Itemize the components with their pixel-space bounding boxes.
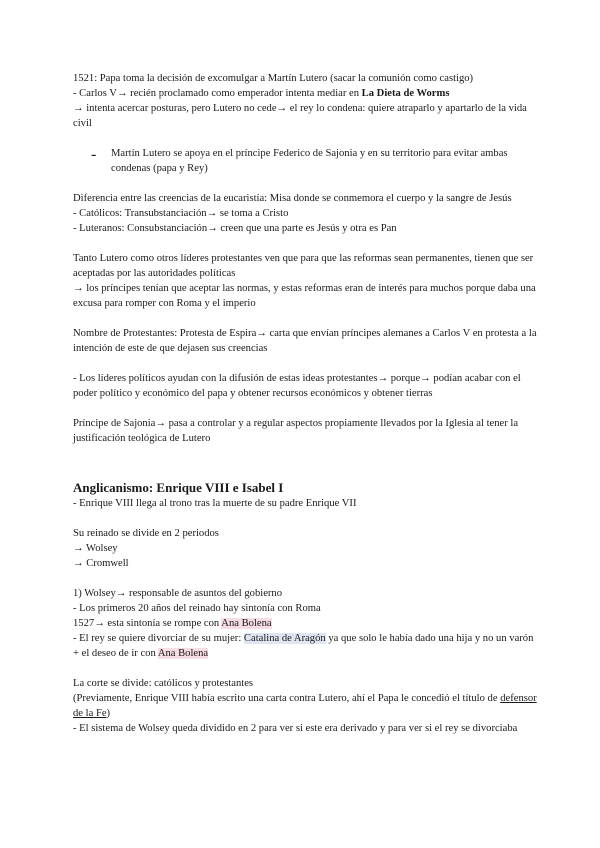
spacer — [73, 236, 540, 251]
spacer — [73, 661, 540, 676]
spacer — [73, 176, 540, 191]
paragraph-cromwell-period: → Cromwell — [73, 558, 129, 569]
spacer — [73, 401, 540, 416]
paragraph-principes: → los príncipes tenían que aceptar las normas, y estas reformas eran de interés para muchos porque daba una excusa para romper con Roma y el imperio — [73, 283, 536, 309]
spacer — [73, 356, 540, 371]
heading-anglicanismo: Anglicanismo: Enrique VIII e Isabel I — [73, 480, 284, 495]
paragraph-catolicos: - Católicos: Transubstanciación→ se toma a Cristo — [73, 208, 289, 219]
spacer — [73, 511, 540, 526]
paragraph-carta-lutero — [73, 691, 540, 721]
paragraph-excommunication: 1521: Papa toma la decisión de excomulgar a Martín Lutero (sacar la comunión como castigo) — [73, 73, 474, 84]
paragraph-lutero-condena: → intenta acercar posturas, pero Lutero no cede→ el rey lo condena: quiere atraparlo y apartarlo de la vida civil — [73, 103, 527, 129]
text-run: 1527→ esta sintonía se rompe con — [73, 618, 222, 629]
paragraph-eucaristia: Diferencia entre las creencias de la eucaristía: Misa donde se conmemora el cuerpo y la sangre de Jesús — [73, 193, 512, 204]
paragraph-lideres-politicos: - Los líderes políticos ayudan con la difusión de estas ideas protestantes→ porque→ podían acabar con el poder político y económico del papa y obtener recursos económicos y obtener tierras — [73, 373, 521, 399]
paragraph-1527 — [73, 616, 540, 631]
paragraph-autoridades: Tanto Lutero como otros líderes protestantes ven que para que las reformas sean permanentes, tienen que ser aceptadas por las autoridades políticas — [73, 253, 534, 279]
paragraph-corte-dividida: La corte se divide: católicos y protestantes — [73, 678, 254, 689]
bullet-text: Martín Lutero se apoya en el príncipe Federico de Sajonia y en su territorio para evitar ambas condenas (papa y Rey) — [111, 148, 508, 174]
text-run: ya que solo le había dado una hija y no un varón + el deseo de ir con — [73, 633, 534, 659]
highlight-ana-bolena: Ana Bolena — [221, 618, 272, 629]
text-run: ) — [106, 708, 111, 719]
paragraph-wolsey-gobierno: 1) Wolsey→ responsable de asuntos del gobierno — [73, 588, 283, 599]
spacer — [73, 446, 540, 461]
paragraph-sistema-wolsey: - El sistema de Wolsey queda dividido en 2 para ver si este era derivado y para ver si el rey se divorciaba — [73, 723, 518, 734]
paragraph-reinado: Su reinado se divide en 2 periodos — [73, 528, 219, 539]
text-run: (Previamente, Enrique VIII había escrito una carta contra Lutero, ahí el Papa le concedió el título de — [73, 693, 501, 704]
highlight-ana-bolena: Ana Bolena — [157, 648, 209, 659]
paragraph-enrique-viii: - Enrique VIII llega al trono tras la muerte de su padre Enrique VII — [73, 498, 357, 509]
underlined-defensor-de-la-fe: defensor de la Fe — [73, 693, 537, 719]
spacer — [73, 311, 540, 326]
spacer — [73, 571, 540, 586]
highlight-catalina-de-aragon: Catalina de Aragón — [243, 633, 326, 644]
text-run: - Carlos V→ recién proclamado como emperador intenta mediar en — [73, 88, 362, 99]
paragraph-luteranos: - Luteranos: Consubstanciación→ creen que una parte es Jesús y otra es Pan — [73, 223, 397, 234]
bold-dieta-de-worms: La Dieta de Worms — [361, 88, 450, 99]
bullet-dash: - — [91, 146, 97, 163]
paragraph-carlos-v — [73, 86, 540, 101]
paragraph-sintonia-roma: - Los primeros 20 años del reinado hay sintonía con Roma — [73, 603, 321, 614]
paragraph-divorcio — [73, 631, 540, 661]
paragraph-principe-sajonia: Príncipe de Sajonia→ pasa a controlar y a regular aspectos propiamente llevados por la Iglesia al tener la justificación teológica de Lutero — [73, 418, 519, 444]
paragraph-protestantes: Nombre de Protestantes: Protesta de Espira→ carta que envían príncipes alemanes a Carlos V en protesta a la intención de este de que dejasen sus creencias — [73, 328, 537, 354]
bullet-item-sajonia — [91, 146, 540, 176]
text-run: - El rey se quiere divorciar de su mujer: — [73, 633, 244, 644]
paragraph-wolsey-period: → Wolsey — [73, 543, 118, 554]
